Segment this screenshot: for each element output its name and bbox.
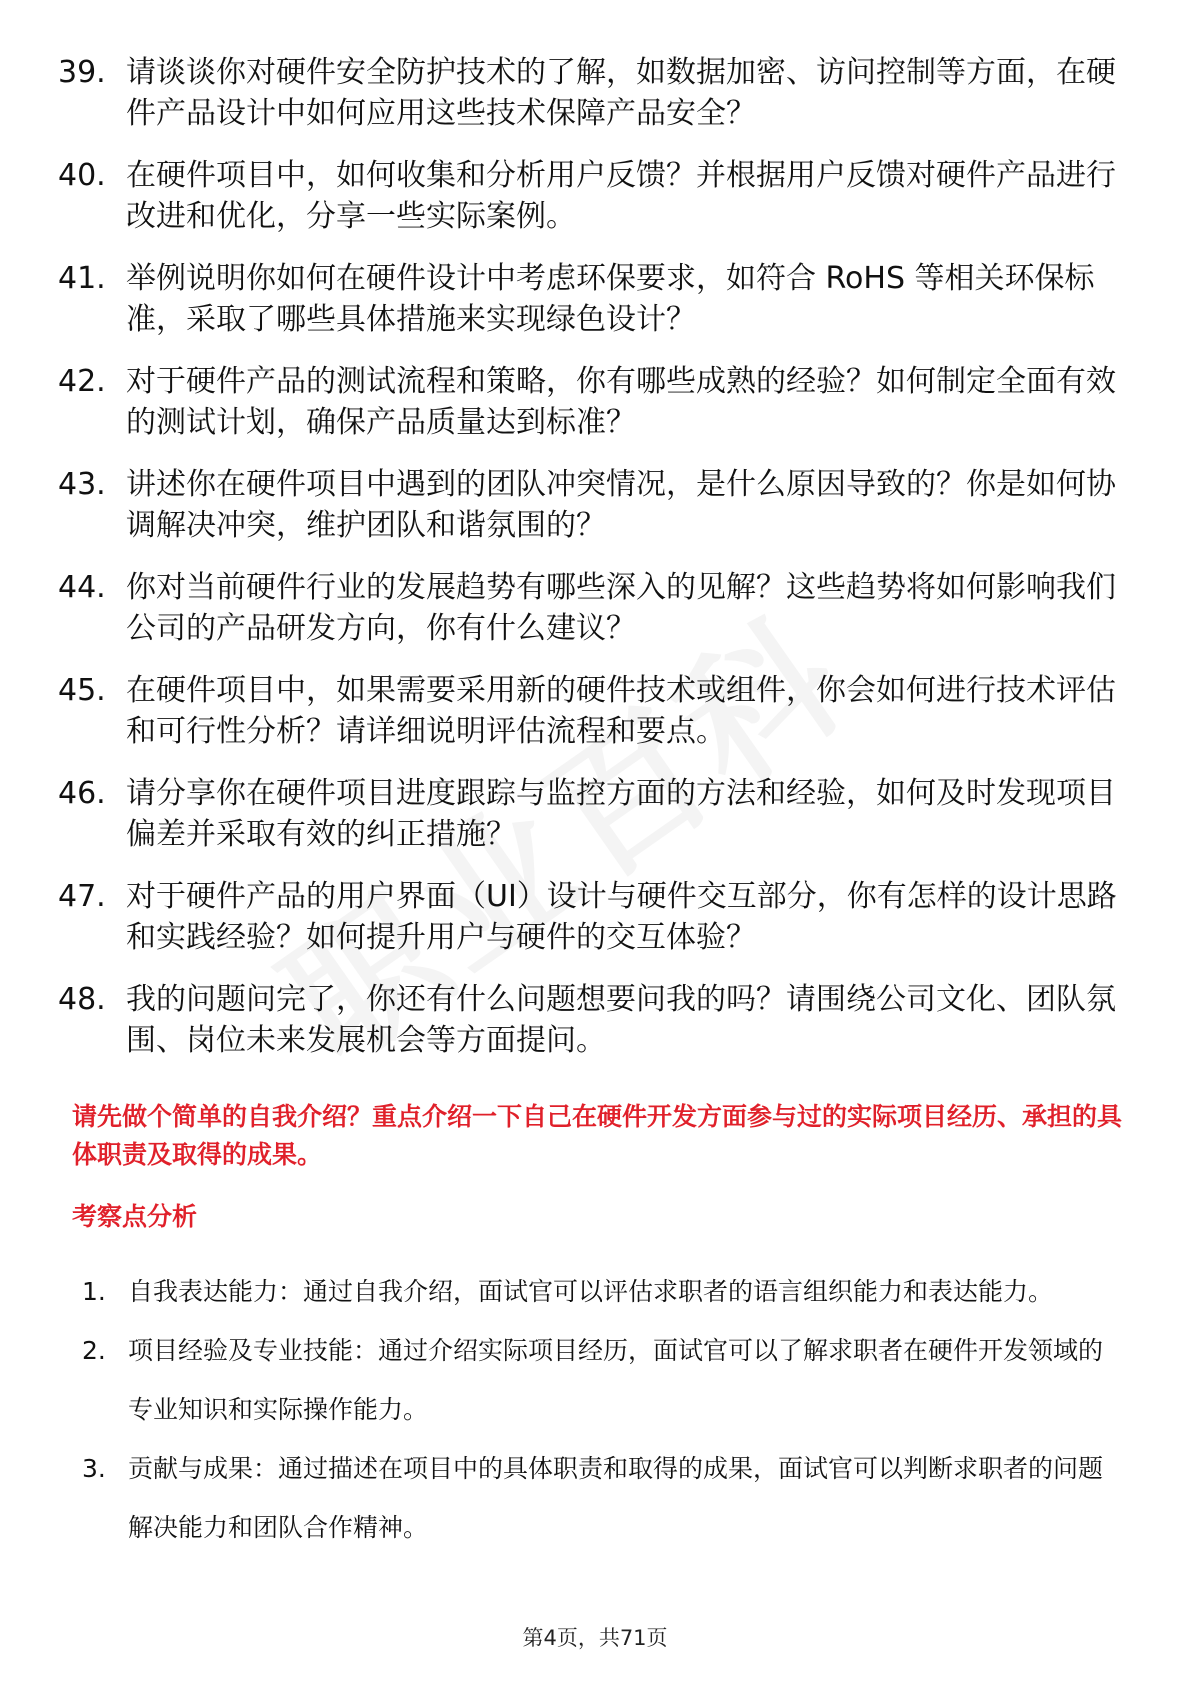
question-text: 在硬件项目中，如何收集和分析用户反馈？并根据用户反馈对硬件产品进行改进和优化，分享一些实际案例。 (126, 158, 1116, 234)
list-item (58, 979, 1118, 1061)
question-number: 42. (58, 364, 106, 399)
list-item (58, 567, 1118, 649)
highlight-question: 请先做个简单的自我介绍？重点介绍一下自己在硬件开发方面参与过的实际项目经历、承担的具体职责及取得的成果。 (72, 1102, 1123, 1169)
question-text: 对于硬件产品的用户界面（UI）设计与硬件交互部分，你有怎样的设计思路和实践经验？如何提升用户与硬件的交互体验？ (126, 879, 1117, 955)
question-text: 在硬件项目中，如果需要采用新的硬件技术或组件，你会如何进行技术评估和可行性分析？请详细说明评估流程和要点。 (126, 673, 1116, 749)
analysis-number: 2. (82, 1336, 106, 1365)
list-item (82, 1321, 1122, 1439)
list-item (58, 258, 1118, 340)
question-number: 47. (58, 879, 106, 914)
question-list (58, 52, 1118, 1082)
question-number: 44. (58, 570, 106, 605)
question-number: 41. (58, 261, 106, 296)
question-text: 对于硬件产品的测试流程和策略，你有哪些成熟的经验？如何制定全面有效的测试计划，确保产品质量达到标准？ (126, 364, 1116, 440)
question-number: 46. (58, 776, 106, 811)
list-item (58, 155, 1118, 237)
question-number: 39. (58, 55, 106, 90)
analysis-text: 项目经验及专业技能：通过介绍实际项目经历，面试官可以了解求职者在硬件开发领域的专业知识和实际操作能力。 (128, 1336, 1104, 1424)
question-number: 40. (58, 158, 106, 193)
question-text: 讲述你在硬件项目中遇到的团队冲突情况，是什么原因导致的？你是如何协调解决冲突，维护团队和谐氛围的？ (126, 467, 1116, 543)
list-item (58, 361, 1118, 443)
analysis-list (82, 1262, 1122, 1557)
page-footer: 第4页，共71页 (522, 1626, 668, 1650)
question-number: 43. (58, 467, 106, 502)
list-item (82, 1439, 1122, 1557)
list-item (58, 876, 1118, 958)
list-item (82, 1262, 1122, 1321)
question-number: 45. (58, 673, 106, 708)
analysis-number: 1. (82, 1277, 106, 1306)
analysis-text: 贡献与成果：通过描述在项目中的具体职责和取得的成果，面试官可以判断求职者的问题解决能力和团队合作精神。 (128, 1454, 1104, 1542)
analysis-text: 自我表达能力：通过自我介绍，面试官可以评估求职者的语言组织能力和表达能力。 (128, 1277, 1054, 1306)
list-item (58, 464, 1118, 546)
list-item (58, 773, 1118, 855)
list-item (58, 52, 1118, 134)
question-text: 举例说明你如何在硬件设计中考虑环保要求，如符合 RoHS 等相关环保标准，采取了哪些具体措施来实现绿色设计？ (126, 261, 1095, 337)
question-text: 你对当前硬件行业的发展趋势有哪些深入的见解？这些趋势将如何影响我们公司的产品研发方向，你有什么建议？ (126, 570, 1116, 646)
question-text: 请谈谈你对硬件安全防护技术的了解，如数据加密、访问控制等方面，在硬件产品设计中如何应用这些技术保障产品安全？ (126, 55, 1116, 131)
analysis-title: 考察点分析 (72, 1202, 198, 1231)
question-number: 48. (58, 982, 106, 1017)
list-item (58, 670, 1118, 752)
analysis-number: 3. (82, 1454, 106, 1483)
question-text: 我的问题问完了，你还有什么问题想要问我的吗？请围绕公司文化、团队氛围、岗位未来发展机会等方面提问。 (126, 982, 1116, 1058)
question-text: 请分享你在硬件项目进度跟踪与监控方面的方法和经验，如何及时发现项目偏差并采取有效的纠正措施？ (126, 776, 1116, 852)
